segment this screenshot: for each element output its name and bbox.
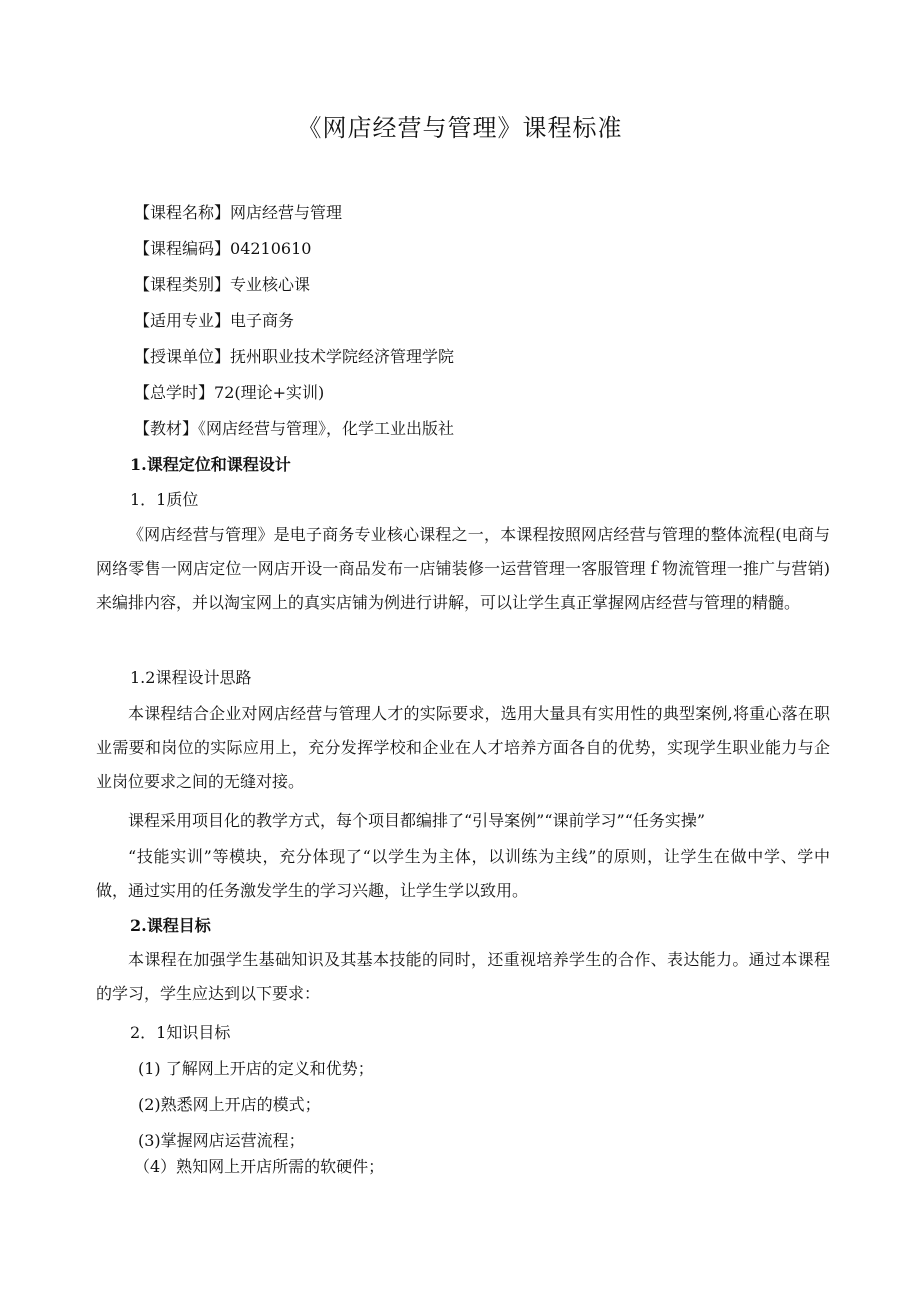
- section1-heading: 1.课程定位和课程设计: [130, 455, 291, 474]
- textbook-label: 【教材】: [134, 419, 199, 438]
- course-category-label: 【课程类别】: [134, 275, 231, 294]
- section1-sub2-paragraph-2: 课程采用项目化的教学方式，每个项目都编排了“引导案例”“课前学习”“任务实操”: [128, 811, 706, 830]
- total-hours-value: 72(理论+实训): [214, 383, 325, 402]
- teaching-unit-line: [134, 346, 454, 368]
- applicable-major-value: 电子商务: [230, 311, 295, 330]
- section1-sub1-heading: 1．1质位: [130, 490, 199, 509]
- document-title: 《网店经营与管理》课程标准: [297, 114, 623, 142]
- section2-sub1-heading: 2．1知识目标: [130, 1023, 231, 1042]
- course-name-line: [134, 202, 342, 224]
- course-category-value: 专业核心课: [230, 275, 311, 294]
- section2-paragraph: 本课程在加强学生基础知识及其基本技能的同时，还重视培养学生的合作、表达能力。通过本课程的学习，学生应达到以下要求：: [96, 950, 830, 1003]
- section1-sub2-paragraph-1: 本课程结合企业对网店经营与管理人才的实际要求，选用大量具有实用性的典型案例,将重心落在职业需要和岗位的实际应用上，充分发挥学校和企业在人才培养方面各自的优势，实现学生职业能力与企业岗位要求之间的无缝对接。: [96, 704, 830, 791]
- course-code-line: [134, 238, 311, 260]
- textbook-line: [134, 418, 454, 440]
- course-code-label: 【课程编码】: [134, 239, 231, 258]
- section1-sub1-paragraph: 《网店经营与管理》是电子商务专业核心课程之一，本课程按照网店经营与管理的整体流程(电商与网络零售一网店定位一网店开设一商品发布一店铺装修一运营管理一客服管理ｆ物流管理一推广与营销)来编排内容，并以淘宝网上的真实店铺为例进行讲解，可以让学生真正掌握网店经营与管理的精髓。: [96, 525, 830, 612]
- total-hours-label: 【总学时】: [134, 383, 215, 402]
- knowledge-goal-item: （4）熟知网上开店所需的软硬件；: [134, 1157, 385, 1176]
- knowledge-goal-item: (3)掌握网店运营流程；: [138, 1131, 305, 1150]
- teaching-unit-value: 抚州职业技术学院经济管理学院: [230, 347, 455, 366]
- section1-sub2-heading: 1.2课程设计思路: [130, 668, 252, 687]
- course-name-value: 网店经营与管理: [230, 203, 343, 222]
- section2-heading: 2.课程目标: [130, 916, 211, 935]
- textbook-value: 《网店经营与管理》，化学工业出版社: [198, 419, 455, 438]
- course-name-label: 【课程名称】: [134, 203, 231, 222]
- section1-sub2-paragraph-3: “技能实训”等模块，充分体现了“以学生为主体，以训练为主线”的原则，让学生在做中学、学中做，通过实用的任务激发学生的学习兴趣，让学生学以致用。: [96, 847, 830, 900]
- knowledge-goal-item: (1) 了解网上开店的定义和优势；: [138, 1059, 374, 1078]
- course-category-line: [134, 274, 310, 296]
- applicable-major-line: [134, 310, 294, 332]
- course-code-value: 04210610: [230, 239, 312, 258]
- total-hours-line: [134, 382, 324, 404]
- knowledge-goal-item: (2)熟悉网上开店的模式；: [138, 1095, 321, 1114]
- teaching-unit-label: 【授课单位】: [134, 347, 231, 366]
- applicable-major-label: 【适用专业】: [134, 311, 231, 330]
